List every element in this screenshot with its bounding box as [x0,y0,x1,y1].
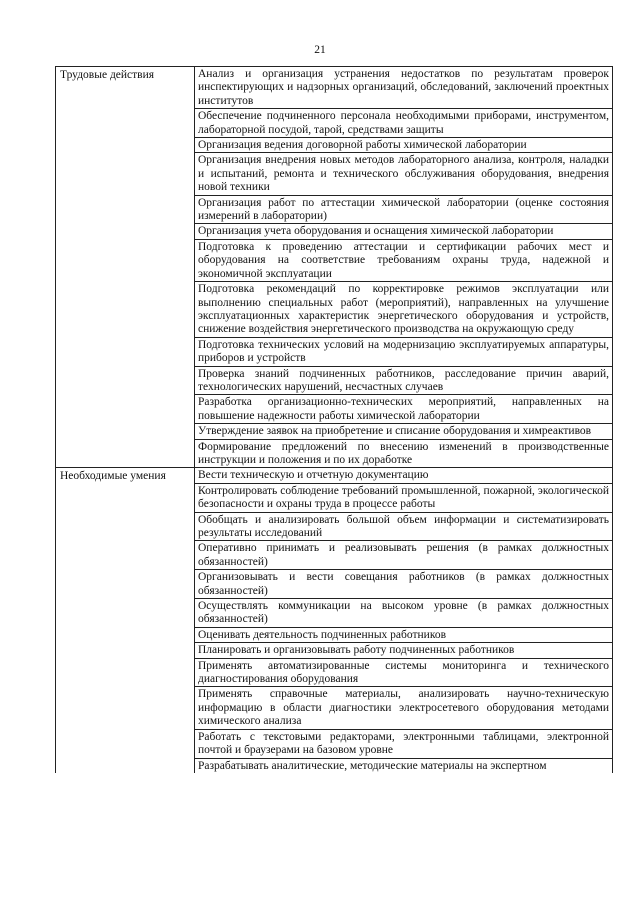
labor-action-item: Организация работ по аттестации химической лаборатории (оценке состояния измерений в лаборатории) [195,196,612,225]
section-label-labor-actions: Трудовые действия [60,69,155,81]
labor-action-item: Анализ и организация устранения недостатков по результатам проверок инспектирующих и надзорных организаций, обследований, заключений проектных институтов [195,67,612,109]
labor-action-item: Утверждение заявок на приобретение и списание оборудования и химреактивов [195,424,612,439]
required-skill-item: Организовывать и вести совещания работников (в рамках должностных обязанностей) [195,570,612,599]
required-skill-item: Вести техническую и отчетную документацию [195,468,612,483]
labor-action-item: Проверка знаний подчиненных работников, расследование причин аварий, технологических нарушений, несчастных случаев [195,367,612,396]
required-skill-item: Применять справочные материалы, анализировать научно-техническую информацию в области диагностики электросетевого оборудования методами химического анализа [195,687,612,729]
required-skill-item: Осуществлять коммуникации на высоком уровне (в рамках должностных обязанностей) [195,599,612,628]
labor-action-item: Организация учета оборудования и оснащения химической лаборатории [195,224,612,239]
section-label-required-skills: Необходимые умения [60,470,166,483]
labor-action-item: Разработка организационно-технических мероприятий, направленных на повышение надежности работы химической лаборатории [195,395,612,424]
section-row-required-skills [56,468,613,773]
requirements-table [55,66,613,773]
labor-action-item: Обеспечение подчиненного персонала необходимыми приборами, инструментом, лабораторной посудой, тарой, средствами защиты [195,109,612,138]
labor-action-item: Организация ведения договорной работы химической лаборатории [195,138,612,153]
section-label-cell [56,67,195,468]
required-skill-item: Работать с текстовыми редакторами, электронными таблицами, электронной почтой и браузерами на базовом уровне [195,730,612,759]
required-skill-item: Применять автоматизированные системы мониторинга и технического диагностирования оборудования [195,659,612,688]
labor-action-item: Подготовка технических условий на модернизацию эксплуатируемых аппаратуры, приборов и устройств [195,338,612,367]
required-skill-item: Оценивать деятельность подчиненных работников [195,628,612,643]
labor-action-item: Организация внедрения новых методов лабораторного анализа, контроля, наладки и испытаний, ремонта и технического обслуживания оборудования, внедрения новой техники [195,153,612,195]
section-items-cell [195,67,613,468]
required-skill-item: Оперативно принимать и реализовывать решения (в рамках должностных обязанностей) [195,541,612,570]
required-skill-item: Разрабатывать аналитические, методические материалы на экспертном [198,759,547,772]
required-skill-item: Контролировать соблюдение требований промышленной, пожарной, экологической безопасности и охраны труда в процессе работы [195,484,612,513]
labor-action-item: Подготовка рекомендаций по корректировке режимов эксплуатации или выполнению специальных работ (мероприятий), направленных на улучшение эксплуатационных характеристик энергетического оборудования и устройств, снижение воздействия энергетического производства на окружающую среду [195,282,612,338]
labor-action-item: Формирование предложений по внесению изменений в производственные инструкции и положения и по их доработке [198,440,609,466]
section-label-cell [56,468,195,773]
section-row-labor-actions [56,67,613,468]
labor-action-item: Подготовка к проведению аттестации и сертификации рабочих мест и оборудования на соответствие требованиям охраны труда, надежной и экономичной эксплуатации [195,240,612,282]
page-number: 21 [314,44,326,56]
required-skill-item: Обобщать и анализировать большой объем информации и систематизировать результаты исследований [195,513,612,542]
section-items-cell [195,468,613,773]
requirements-table-body [56,67,613,773]
required-skill-item: Планировать и организовывать работу подчиненных работников [195,643,612,658]
